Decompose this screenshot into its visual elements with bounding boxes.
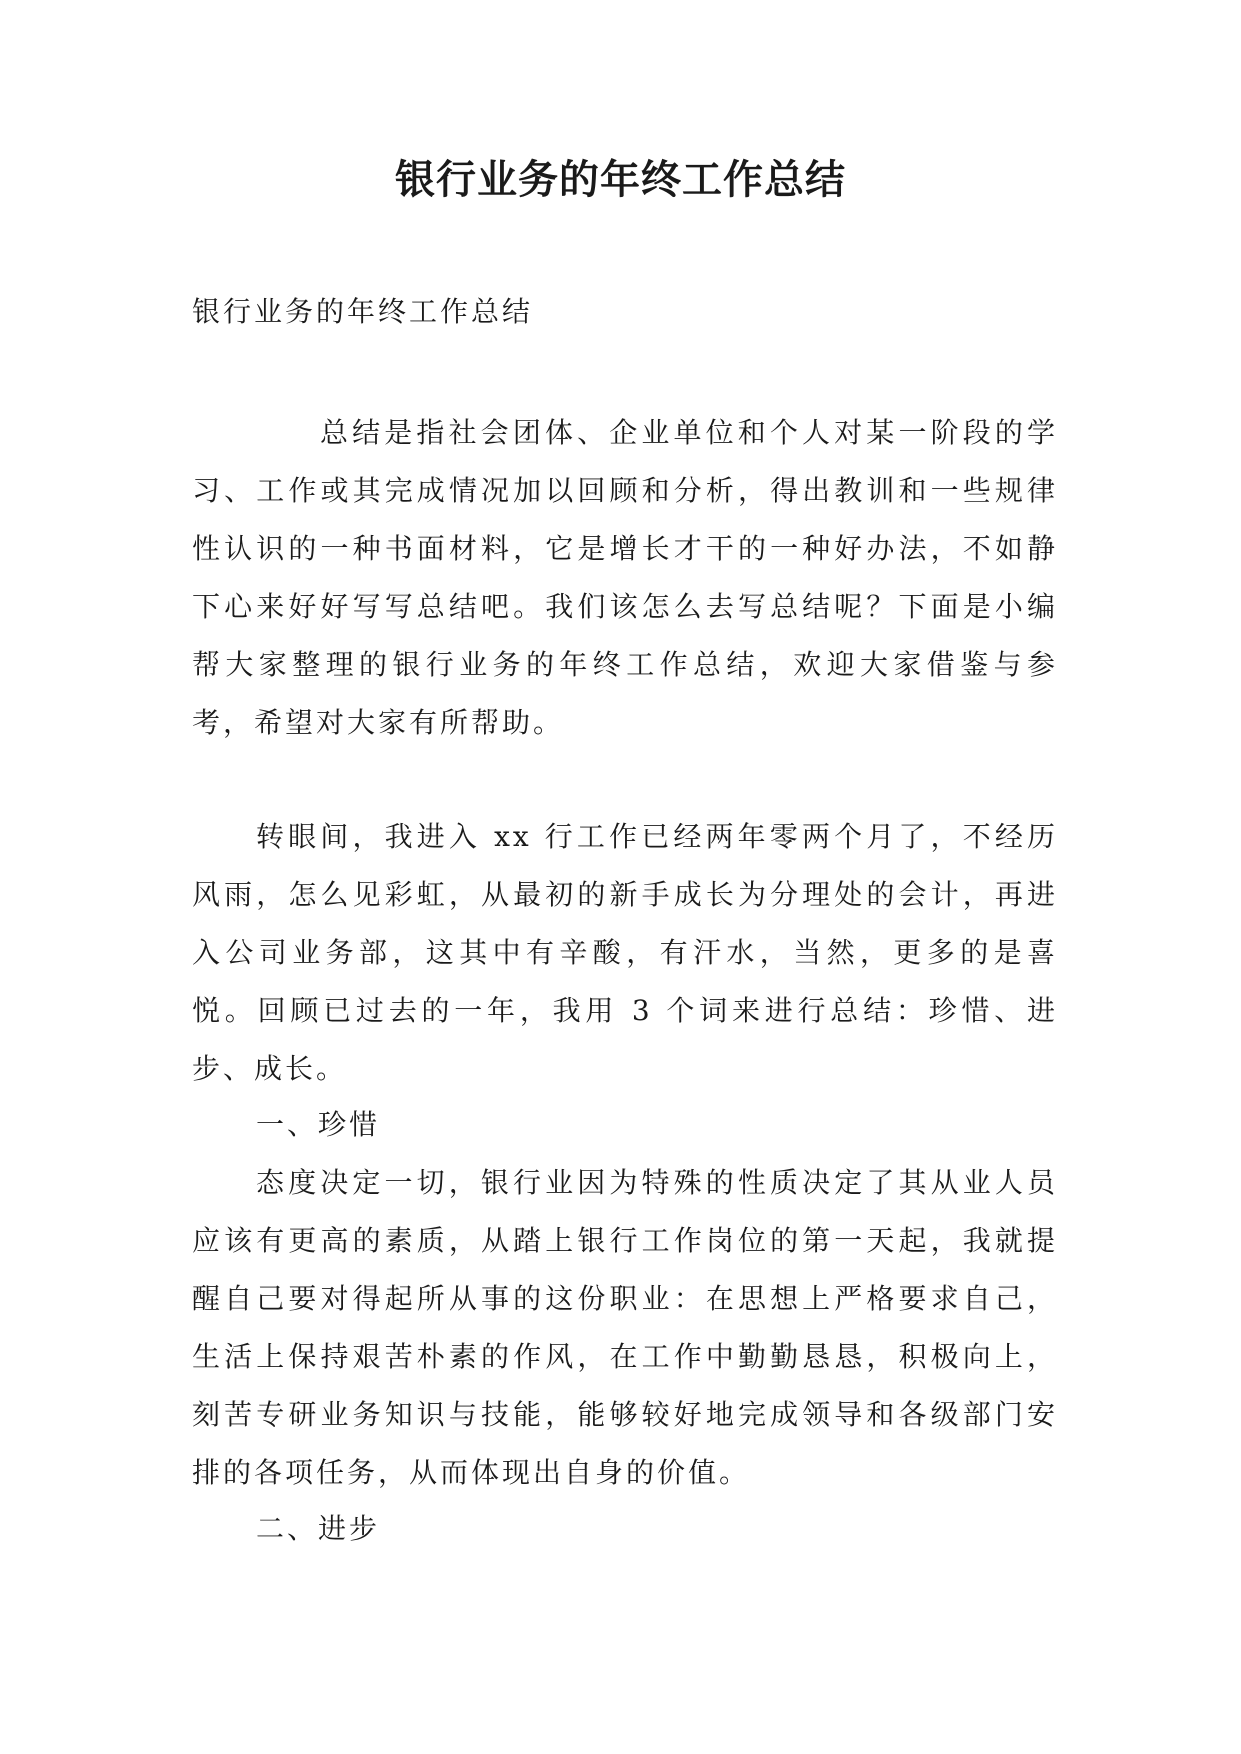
document-subtitle: 银行业务的年终工作总结 [192, 295, 534, 328]
body-paragraph-1: 转眼间，我进入 xx 行工作已经两年零两个月了，不经历风雨，怎么见彩虹，从最初的新手成长为分理处的会计，再进入公司业务部，这其中有辛酸，有汗水，当然，更多的是喜悦。回顾已过去的一年，我用 3 个词来进行总结：珍惜、进步、成长。 [192, 820, 1058, 1085]
body-paragraph-2: 态度决定一切，银行业因为特殊的性质决定了其从业人员应该有更高的素质，从踏上银行工作岗位的第一天起，我就提醒自己要对得起所从事的这份职业：在思想上严格要求自己，生活上保持艰苦朴素的作风，在工作中勤勤恳恳，积极向上，刻苦专研业务知识与技能，能够较好地完成领导和各级部门安排的各项任务，从而体现出自身的价值。 [192, 1166, 1058, 1489]
document-title: 银行业务的年终工作总结 [395, 157, 846, 203]
section-heading-progress: 二、进步 [256, 1512, 381, 1545]
intro-paragraph: 总结是指社会团体、企业单位和个人对某一阶段的学习、工作或其完成情况加以回顾和分析，得出教训和一些规律性认识的一种书面材料，它是增长才干的一种好办法，不如静下心来好好写写总结吧。我们该怎么去写总结呢？下面是小编帮大家整理的银行业务的年终工作总结，欢迎大家借鉴与参考，希望对大家有所帮助。 [192, 416, 1058, 739]
section-heading-cherish: 一、珍惜 [256, 1108, 381, 1141]
